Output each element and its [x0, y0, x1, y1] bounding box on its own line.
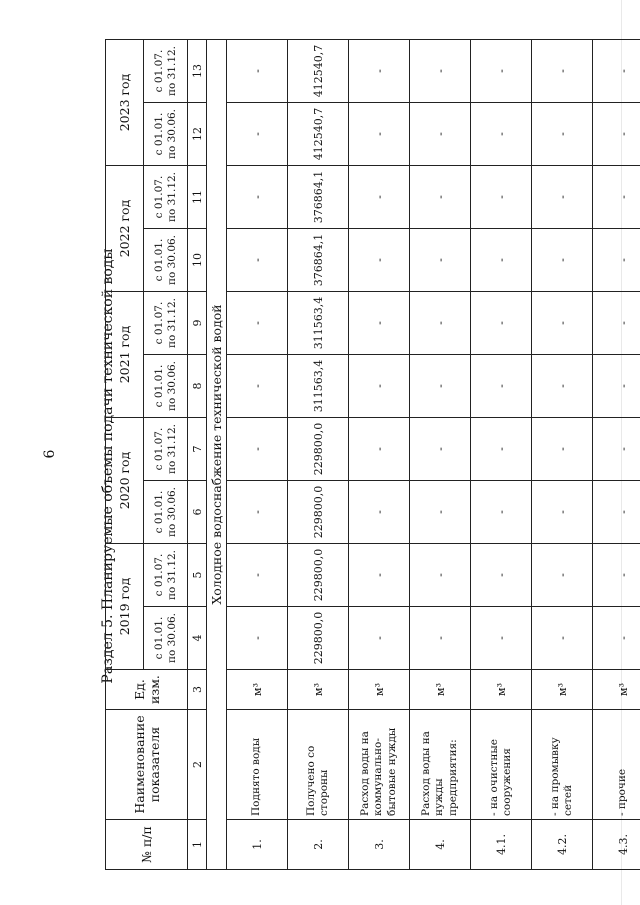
row-value: -: [410, 481, 471, 544]
column-number: 11: [188, 166, 207, 229]
row-unit: м³: [288, 670, 349, 710]
row-value: -: [471, 481, 532, 544]
row-value: -: [471, 103, 532, 166]
row-value: -: [532, 481, 593, 544]
row-number: 2.: [288, 820, 349, 870]
row-value: -: [349, 607, 410, 670]
row-value: -: [410, 418, 471, 481]
header-num: № п/п: [106, 820, 188, 870]
row-unit: м³: [349, 670, 410, 710]
row-value: -: [593, 544, 640, 607]
row-value: -: [471, 355, 532, 418]
row-name: - на промывку сетей: [532, 710, 593, 820]
row-value: -: [349, 481, 410, 544]
row-number: 4.3.: [593, 820, 640, 870]
row-name: Расход воды на нужды предприятия:: [410, 710, 471, 820]
row-value: -: [471, 544, 532, 607]
row-unit: м³: [471, 670, 532, 710]
row-value: -: [593, 418, 640, 481]
row-value: -: [593, 40, 640, 103]
header-year-2021: 2021 год: [106, 292, 144, 418]
section-title: Раздел 5. Планируемые объемы подачи технической воды: [100, 248, 116, 684]
header-year-2022: 2022 год: [106, 166, 144, 292]
row-value: -: [410, 607, 471, 670]
row-value: 229800,0: [288, 544, 349, 607]
table-container: [105, 40, 640, 870]
row-value: -: [532, 40, 593, 103]
table-row: [410, 40, 471, 870]
row-value: -: [593, 481, 640, 544]
period-second: с 01.07. по 31.12.: [144, 292, 188, 355]
row-number: 4.2.: [532, 820, 593, 870]
column-number: 5: [188, 544, 207, 607]
row-value: 376864,1: [288, 229, 349, 292]
row-value: -: [593, 103, 640, 166]
row-name: Расход воды на коммунально-бытовые нужды: [349, 710, 410, 820]
row-value: -: [471, 229, 532, 292]
row-value: -: [532, 355, 593, 418]
row-value: -: [532, 292, 593, 355]
row-value: -: [227, 544, 288, 607]
row-value: -: [349, 418, 410, 481]
row-value: 376864,1: [288, 166, 349, 229]
table-row: [471, 40, 532, 870]
row-value: -: [227, 607, 288, 670]
section-row-cold-water: Холодное водоснабжение технической водой: [207, 40, 227, 870]
period-second: с 01.07. по 31.12.: [144, 418, 188, 481]
row-value: -: [532, 544, 593, 607]
column-number: 13: [188, 40, 207, 103]
row-name: - на очистные сооружения: [471, 710, 532, 820]
row-unit: м³: [227, 670, 288, 710]
header-name: Наименование показателя: [106, 710, 188, 820]
column-number: 8: [188, 355, 207, 418]
period-second: с 01.07. по 31.12.: [144, 166, 188, 229]
row-value: -: [593, 292, 640, 355]
period-second: с 01.07. по 31.12.: [144, 544, 188, 607]
column-number: 3: [188, 670, 207, 710]
row-value: -: [227, 166, 288, 229]
period-second: с 01.07. по 31.12.: [144, 40, 188, 103]
row-unit: м³: [532, 670, 593, 710]
table-row: [532, 40, 593, 870]
row-value: -: [349, 355, 410, 418]
row-value: -: [349, 292, 410, 355]
row-value: -: [227, 229, 288, 292]
row-value: 229800,0: [288, 607, 349, 670]
row-value: -: [227, 40, 288, 103]
row-value: -: [227, 103, 288, 166]
row-value: -: [471, 607, 532, 670]
column-number: 10: [188, 229, 207, 292]
row-value: -: [349, 544, 410, 607]
row-value: -: [227, 481, 288, 544]
row-value: -: [471, 292, 532, 355]
row-value: -: [532, 103, 593, 166]
row-value: -: [593, 166, 640, 229]
row-value: -: [410, 229, 471, 292]
row-value: -: [227, 355, 288, 418]
row-value: -: [410, 103, 471, 166]
column-number: 6: [188, 481, 207, 544]
row-number: 4.: [410, 820, 471, 870]
row-value: 412540,7: [288, 40, 349, 103]
row-name: - прочие: [593, 710, 640, 820]
header-year-2023: 2023 год: [106, 40, 144, 166]
rotated-table-frame: [105, 40, 640, 870]
table-row: [349, 40, 410, 870]
row-unit: м³: [593, 670, 640, 710]
table-row: [593, 40, 640, 870]
row-value: -: [410, 355, 471, 418]
column-number: 9: [188, 292, 207, 355]
row-value: -: [410, 292, 471, 355]
row-value: -: [349, 103, 410, 166]
row-value: -: [471, 40, 532, 103]
column-number: 12: [188, 103, 207, 166]
row-value: -: [593, 355, 640, 418]
row-value: -: [349, 166, 410, 229]
table-body: [227, 40, 640, 870]
row-value: -: [593, 607, 640, 670]
row-value: -: [410, 166, 471, 229]
row-value: -: [227, 292, 288, 355]
row-name: Поднято воды: [227, 710, 288, 820]
row-value: -: [532, 166, 593, 229]
period-first: с 01.01. по 30.06.: [144, 103, 188, 166]
row-value: -: [532, 607, 593, 670]
column-number: 4: [188, 607, 207, 670]
column-number: 1: [188, 820, 207, 870]
row-value: -: [532, 418, 593, 481]
row-value: 412540,7: [288, 103, 349, 166]
row-value: 229800,0: [288, 481, 349, 544]
row-value: 229800,0: [288, 418, 349, 481]
period-first: с 01.01. по 30.06.: [144, 355, 188, 418]
column-number: 2: [188, 710, 207, 820]
table-row: [227, 40, 288, 870]
header-year-2020: 2020 год: [106, 418, 144, 544]
row-value: 311563,4: [288, 355, 349, 418]
row-value: -: [593, 229, 640, 292]
row-value: -: [410, 544, 471, 607]
header-unit: Ед. изм.: [106, 670, 188, 710]
row-value: -: [349, 40, 410, 103]
table-row: [288, 40, 349, 870]
row-unit: м³: [410, 670, 471, 710]
row-number: 3.: [349, 820, 410, 870]
row-value: -: [410, 40, 471, 103]
row-value: -: [532, 229, 593, 292]
column-number: 7: [188, 418, 207, 481]
row-name: Получено со стороны: [288, 710, 349, 820]
page-number: 6: [42, 449, 58, 459]
row-value: 311563,4: [288, 292, 349, 355]
row-value: -: [349, 229, 410, 292]
period-first: с 01.01. по 30.06.: [144, 607, 188, 670]
row-value: -: [471, 418, 532, 481]
row-number: 1.: [227, 820, 288, 870]
row-value: -: [471, 166, 532, 229]
period-first: с 01.01. по 30.06.: [144, 229, 188, 292]
period-first: с 01.01. по 30.06.: [144, 481, 188, 544]
row-number: 4.1.: [471, 820, 532, 870]
row-value: -: [227, 418, 288, 481]
water-supply-table: [105, 39, 640, 870]
header-year-2019: 2019 год: [106, 544, 144, 670]
